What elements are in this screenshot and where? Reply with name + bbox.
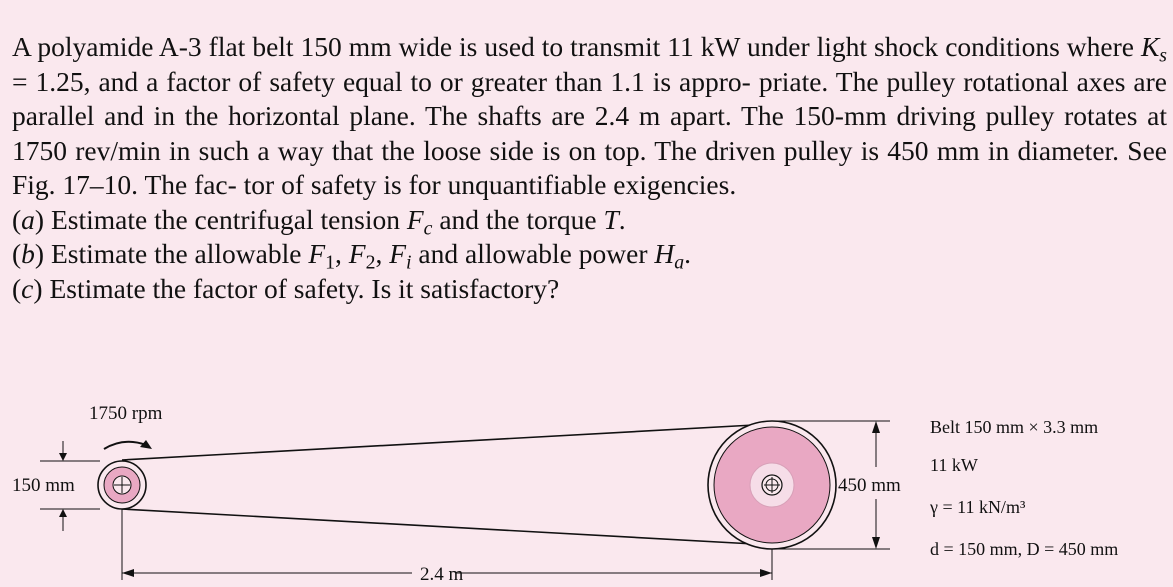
- var-F1: F: [308, 238, 326, 269]
- sub-1: 1: [325, 251, 336, 274]
- down-arrow-icon: [872, 537, 880, 549]
- center-distance-label: 2.4 m: [420, 564, 464, 585]
- line-2b: = 1.25, and a factor of safety equal to or greater than 1.1 is appro-: [12, 65, 751, 97]
- line-5: loose side is on top. The driven pulley is 450 mm in diameter. See Fig. 17–10. The fac-: [12, 134, 1168, 200]
- part-b-text: Estimate the allowable: [50, 238, 302, 269]
- belt-spec: Belt 150 mm × 3.3 mm: [930, 417, 1099, 437]
- part-c-letter: c: [21, 272, 34, 304]
- part-a-text2: and the torque: [439, 203, 597, 235]
- part-b-text2: and allowable power: [418, 238, 648, 269]
- sub-a: a: [674, 251, 685, 274]
- belt-top-line: [122, 424, 772, 460]
- var-T: T: [603, 203, 619, 235]
- part-b-end: .: [684, 238, 691, 269]
- line-2a: conditions where: [945, 31, 1134, 62]
- line-1: A polyamide A-3 flat belt 150 mm wide is used to transmit 11 kW under light shock: [12, 31, 939, 62]
- part-b: (b) Estimate the allowable $F_1$, $F_2$, $F_i$ and allowable power $H_a$.: [12, 238, 691, 274]
- var-H: H: [654, 238, 675, 269]
- sub-i: i: [406, 251, 412, 274]
- part-c-text: Estimate the factor of safety. Is it satisfactory?: [49, 272, 560, 304]
- up-arrow-icon: [59, 509, 67, 517]
- belt-bottom-line: [122, 509, 772, 545]
- diameters-spec: d = 150 mm, D = 450 mm: [930, 539, 1119, 559]
- part-a-text: Estimate the centrifugal tension: [50, 203, 400, 235]
- driving-pulley: [98, 461, 146, 509]
- driven-pulley: [708, 421, 836, 549]
- down-arrow-icon: [59, 453, 67, 461]
- sub-2: 2: [365, 251, 376, 274]
- right-arrow-icon: [760, 569, 772, 577]
- part-a: (a) Estimate the centrifugal tension $F_c$ and the torque T.: [12, 203, 626, 240]
- sub-c: c: [423, 217, 433, 240]
- large-diameter-label: 450 mm: [838, 475, 901, 496]
- part-a-end: .: [618, 203, 626, 235]
- up-arrow-icon: [872, 421, 880, 433]
- left-arrow-icon: [122, 569, 134, 577]
- speed-label: 1750 rpm: [89, 403, 163, 424]
- part-b-letter: b: [21, 238, 35, 269]
- var-Fi: F: [389, 238, 407, 269]
- gamma-spec: γ = 11 kN/m³: [930, 497, 1026, 517]
- line-4: 2.4 m apart. The 150-mm driving pulley rotates at 1750 rev/min in such a way that the: [12, 100, 1168, 166]
- var-K: K: [1140, 31, 1160, 62]
- part-c: (c) Estimate the factor of safety. Is it satisfactory?: [12, 272, 560, 304]
- sub-s: s: [1159, 44, 1167, 67]
- part-a-letter: a: [21, 203, 35, 235]
- power-spec: 11 kW: [930, 455, 978, 475]
- var-F2: F: [348, 238, 366, 269]
- var-F: F: [406, 203, 424, 235]
- problem-statement: [12, 30, 1167, 306]
- rotation-arrow-icon: [104, 442, 146, 449]
- line-6: tor of safety is for unquantifiable exigencies.: [243, 169, 737, 200]
- small-diameter-label: 150 mm: [12, 475, 75, 496]
- problem-paragraph: [12, 30, 1167, 203]
- line-3: priate. The pulley rotational axes are parallel and in the horizontal plane. The shafts are: [12, 65, 1167, 131]
